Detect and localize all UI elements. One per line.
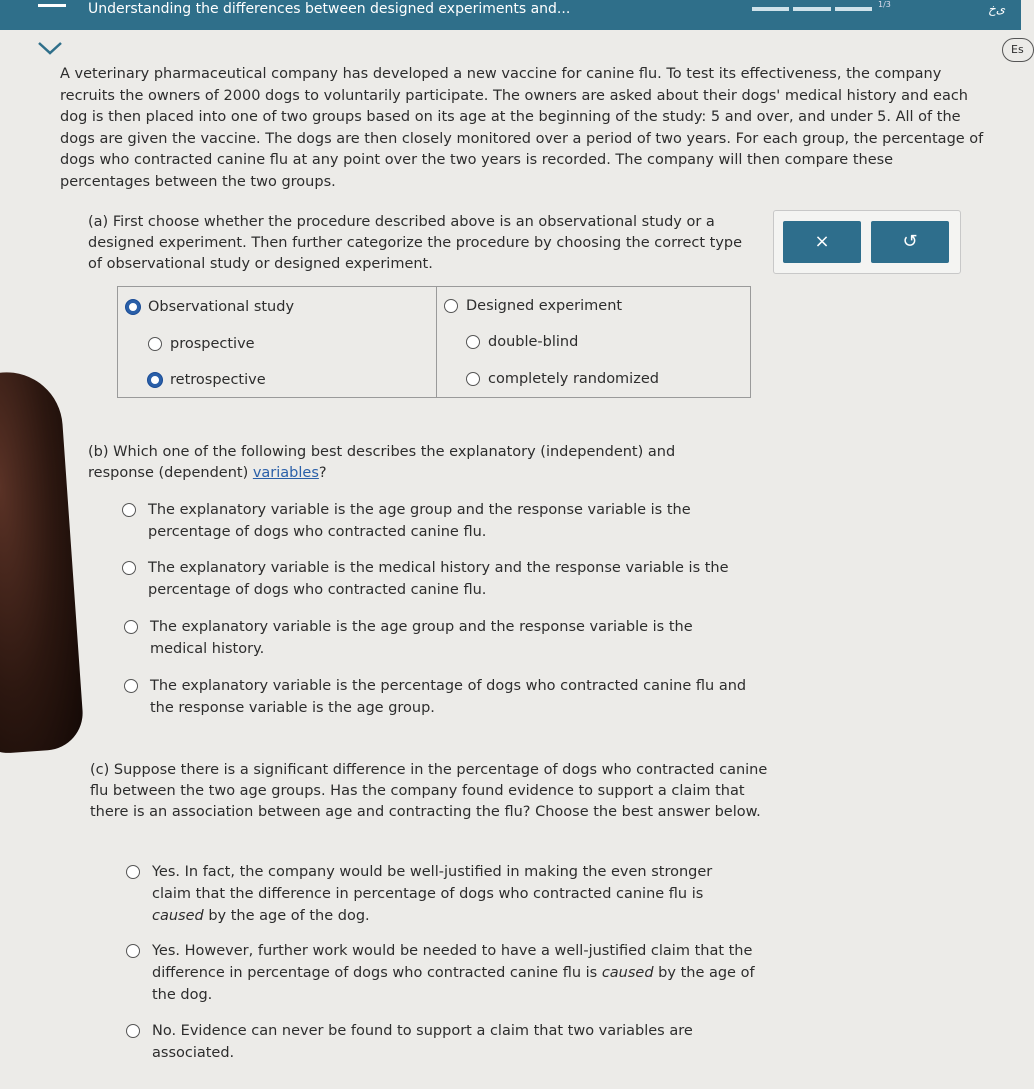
part-c-option-3[interactable] xyxy=(126,1020,726,1064)
option-label: prospective xyxy=(170,336,255,352)
option-label: double-blind xyxy=(488,334,579,350)
finger-occlusion xyxy=(0,369,85,756)
radio-selected-icon[interactable] xyxy=(148,373,162,387)
option-label: completely randomized xyxy=(488,371,659,387)
assignment-title: Understanding the differences between designed experiments and... xyxy=(88,1,571,17)
prospective-option[interactable] xyxy=(148,336,255,352)
variables-link[interactable]: variables xyxy=(252,465,319,481)
study-type-table xyxy=(117,286,751,398)
radio-selected-icon[interactable] xyxy=(126,300,140,314)
part-a-question xyxy=(88,212,748,275)
option-text: The explanatory variable is the percentage of dogs who contracted canine flu and the response variable is the age group. xyxy=(150,678,747,716)
top-bar xyxy=(0,0,1021,30)
part-c-label: (c) xyxy=(90,762,110,778)
part-b-text-end: ? xyxy=(318,465,327,481)
part-b-option-4[interactable] xyxy=(124,675,764,719)
option-label: Designed experiment xyxy=(466,298,623,314)
part-c-text: Suppose there is a significant difference in the percentage of dogs who contracted canine flu between the two age groups. Has the company found evidence to support a claim that there is an association between age and contracting the flu? Choose the best answer below. xyxy=(90,762,768,820)
part-b-text: Which one of the following best describes the explanatory (independent) and response (dependent) xyxy=(88,444,676,481)
progress-bar xyxy=(752,7,872,11)
radio-icon[interactable] xyxy=(124,679,138,693)
menu-icon[interactable] xyxy=(38,4,66,7)
answer-tools xyxy=(773,210,961,274)
option-emphasis: caused xyxy=(152,908,204,924)
radio-icon[interactable] xyxy=(126,944,140,958)
option-text: The explanatory variable is the age group and the response variable is the medical history. xyxy=(150,619,693,657)
option-text xyxy=(152,861,746,927)
radio-icon[interactable] xyxy=(466,372,480,386)
option-text: The explanatory variable is the medical history and the response variable is the percentage of dogs who contracted canine flu. xyxy=(148,560,729,598)
double-blind-option[interactable] xyxy=(466,334,578,350)
table-divider xyxy=(436,287,437,397)
observational-study-option[interactable] xyxy=(126,299,294,315)
part-b-label: (b) xyxy=(88,444,109,460)
option-text-part: Yes. In fact, the company would be well-justified in making the even stronger claim that the difference in percentage of dogs who contracted canine flu is xyxy=(152,864,713,902)
part-b-question xyxy=(88,442,708,484)
radio-icon[interactable] xyxy=(124,620,138,634)
retrospective-option[interactable] xyxy=(148,372,266,388)
spanish-language-button[interactable]: Es xyxy=(1002,38,1034,62)
option-text-part: by the age of the dog. xyxy=(152,965,755,1003)
option-text-part: Yes. However, further work would be needed to have a well-justified claim that the difference in percentage of dogs who contracted canine flu is xyxy=(152,943,753,981)
option-text: The explanatory variable is the age group and the response variable is the percentage of dogs who contracted canine flu. xyxy=(148,502,691,540)
radio-icon[interactable] xyxy=(126,865,140,879)
part-c-option-2[interactable] xyxy=(126,940,766,1006)
radio-icon[interactable] xyxy=(126,1024,140,1038)
radio-icon[interactable] xyxy=(466,335,480,349)
part-a-text: First choose whether the procedure described above is an observational study or a designed experiment. Then further categorize the procedure by choosing the correct type of observational study or designed experiment. xyxy=(88,214,743,272)
undo-button[interactable]: ↺ xyxy=(871,221,949,263)
part-c-option-1[interactable] xyxy=(126,861,746,927)
part-b-option-1[interactable] xyxy=(122,499,722,543)
clear-button[interactable]: × xyxy=(783,221,861,263)
option-text xyxy=(152,940,766,1006)
part-a-label: (a) xyxy=(88,214,109,230)
part-b-option-3[interactable] xyxy=(124,616,714,660)
radio-icon[interactable] xyxy=(444,299,458,313)
option-text: No. Evidence can never be found to support a claim that two variables are associated. xyxy=(152,1023,693,1061)
option-label: Observational study xyxy=(148,299,295,315)
option-emphasis: caused xyxy=(601,965,654,981)
chevron-down-icon[interactable] xyxy=(36,40,64,56)
option-label: retrospective xyxy=(170,372,266,388)
part-c-question xyxy=(90,760,770,823)
option-text-part: by the age of the dog. xyxy=(203,908,370,924)
part-b-option-2[interactable] xyxy=(122,557,742,601)
radio-icon[interactable] xyxy=(122,561,136,575)
radio-icon[interactable] xyxy=(148,337,162,351)
brand-logo: ی‌خ xyxy=(988,2,1006,16)
problem-statement: A veterinary pharmaceutical company has developed a new vaccine for canine flu. To test its effectiveness, the company recruits the owners of 2000 dogs to voluntarily participate. The owners are asked about their dogs' medical history and each dog is then placed into one of two groups based on its age at the beginning of the study: 5 and over, and under 5. All of the dogs are given the vaccine. The dogs are then closely monitored over a period of two years. For each group, the percentage of dogs who contracted canine flu at any point over the two years is recorded. The company will then compare these percentages between the two groups. xyxy=(60,66,984,190)
completely-randomized-option[interactable] xyxy=(466,371,659,387)
radio-icon[interactable] xyxy=(122,503,136,517)
progress-count: 1/3 xyxy=(878,0,891,9)
designed-experiment-option[interactable] xyxy=(444,298,622,314)
